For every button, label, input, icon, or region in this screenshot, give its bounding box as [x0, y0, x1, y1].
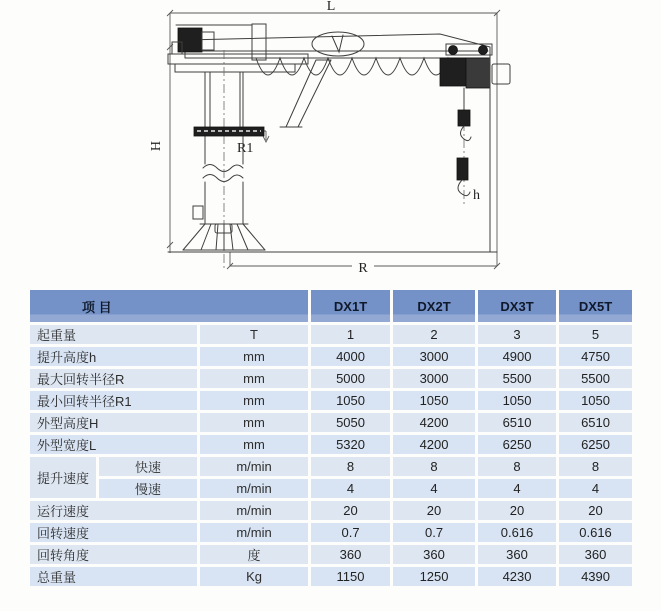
slewing-drive — [168, 24, 308, 72]
spec-row — [30, 523, 632, 542]
dim-label-h: h — [473, 188, 480, 203]
row-label-cell: 最小回转半径R1 — [30, 391, 197, 410]
table-header-row — [30, 290, 632, 322]
header-item-cell: 项 目 — [30, 290, 308, 322]
row-label-cell: 外型宽度L — [30, 435, 197, 454]
value-cell: 360 — [311, 545, 390, 564]
unit-cell: mm — [200, 369, 308, 388]
crane-column — [193, 50, 331, 268]
value-cell: 4000 — [311, 347, 390, 366]
header-model-dx3t: DX3T — [478, 290, 556, 322]
value-cell: 0.616 — [559, 523, 632, 542]
row-label-cell: 最大回转半径R — [30, 369, 197, 388]
value-cell: 5 — [559, 325, 632, 344]
unit-cell: m/min — [200, 501, 308, 520]
value-cell: 3 — [478, 325, 556, 344]
value-cell: 1050 — [478, 391, 556, 410]
value-cell: 4200 — [393, 413, 475, 432]
row-sub-cell: 快速 — [99, 457, 197, 476]
value-cell: 6510 — [559, 413, 632, 432]
value-cell: 0.7 — [393, 523, 475, 542]
header-model-dx1t: DX1T — [311, 290, 390, 322]
value-cell: 360 — [478, 545, 556, 564]
spec-row — [30, 413, 632, 432]
value-cell: 0.7 — [311, 523, 390, 542]
unit-cell: m/min — [200, 479, 308, 498]
spec-row — [30, 325, 632, 344]
value-cell: 4 — [478, 479, 556, 498]
value-cell: 8 — [393, 457, 475, 476]
unit-cell: mm — [200, 347, 308, 366]
value-cell: 5500 — [559, 369, 632, 388]
dim-label-R: R — [358, 261, 368, 276]
value-cell: 3000 — [393, 369, 475, 388]
value-cell: 5000 — [311, 369, 390, 388]
unit-cell: m/min — [200, 457, 308, 476]
value-cell: 4 — [393, 479, 475, 498]
row-label-cell: 总重量 — [30, 567, 197, 586]
value-cell: 6250 — [478, 435, 556, 454]
header-model-dx5t: DX5T — [559, 290, 632, 322]
header-model-dx2t: DX2T — [393, 290, 475, 322]
spec-row — [30, 369, 632, 388]
value-cell: 3000 — [393, 347, 475, 366]
value-cell: 1050 — [559, 391, 632, 410]
unit-cell: mm — [200, 391, 308, 410]
dim-label-H: H — [149, 140, 164, 152]
crane-diagram — [0, 0, 661, 285]
ground-line — [168, 58, 497, 252]
value-cell: 4230 — [478, 567, 556, 586]
value-cell: 1250 — [393, 567, 475, 586]
row-label-cell: 回转角度 — [30, 545, 197, 564]
value-cell: 5500 — [478, 369, 556, 388]
value-cell: 4390 — [559, 567, 632, 586]
spec-row — [30, 545, 632, 564]
row-sub-cell: 慢速 — [99, 479, 197, 498]
value-cell: 20 — [311, 501, 390, 520]
unit-cell: T — [200, 325, 308, 344]
row-label-cell: 提升高度h — [30, 347, 197, 366]
column-base — [183, 224, 265, 250]
value-cell: 2 — [393, 325, 475, 344]
value-cell: 1 — [311, 325, 390, 344]
value-cell: 4200 — [393, 435, 475, 454]
row-label-cell: 起重量 — [30, 325, 197, 344]
value-cell: 6250 — [559, 435, 632, 454]
spec-table — [27, 287, 635, 589]
dim-label-R1: R1 — [237, 141, 254, 156]
row-label-cell: 提升速度 — [30, 457, 96, 498]
hook — [457, 88, 471, 205]
value-cell: 8 — [311, 457, 390, 476]
value-cell: 8 — [478, 457, 556, 476]
spec-row — [30, 479, 632, 498]
value-cell: 1050 — [393, 391, 475, 410]
value-cell: 5050 — [311, 413, 390, 432]
unit-cell: mm — [200, 413, 308, 432]
spec-row — [30, 391, 632, 410]
spec-row — [30, 457, 632, 476]
spec-row — [30, 347, 632, 366]
value-cell: 20 — [393, 501, 475, 520]
unit-cell: 度 — [200, 545, 308, 564]
value-cell: 4750 — [559, 347, 632, 366]
unit-cell: m/min — [200, 523, 308, 542]
spec-row — [30, 435, 632, 454]
value-cell: 4 — [559, 479, 632, 498]
value-cell: 1150 — [311, 567, 390, 586]
unit-cell: mm — [200, 435, 308, 454]
value-cell: 360 — [559, 545, 632, 564]
spec-row — [30, 567, 632, 586]
value-cell: 20 — [559, 501, 632, 520]
dim-label-L: L — [326, 0, 336, 14]
spec-row — [30, 501, 632, 520]
value-cell: 1050 — [311, 391, 390, 410]
value-cell: 4900 — [478, 347, 556, 366]
value-cell: 0.616 — [478, 523, 556, 542]
unit-cell: Kg — [200, 567, 308, 586]
value-cell: 4 — [311, 479, 390, 498]
value-cell: 8 — [559, 457, 632, 476]
row-label-cell: 外型高度H — [30, 413, 197, 432]
row-label-cell: 回转速度 — [30, 523, 197, 542]
value-cell: 6510 — [478, 413, 556, 432]
row-label-cell: 运行速度 — [30, 501, 197, 520]
value-cell: 20 — [478, 501, 556, 520]
value-cell: 5320 — [311, 435, 390, 454]
value-cell: 360 — [393, 545, 475, 564]
